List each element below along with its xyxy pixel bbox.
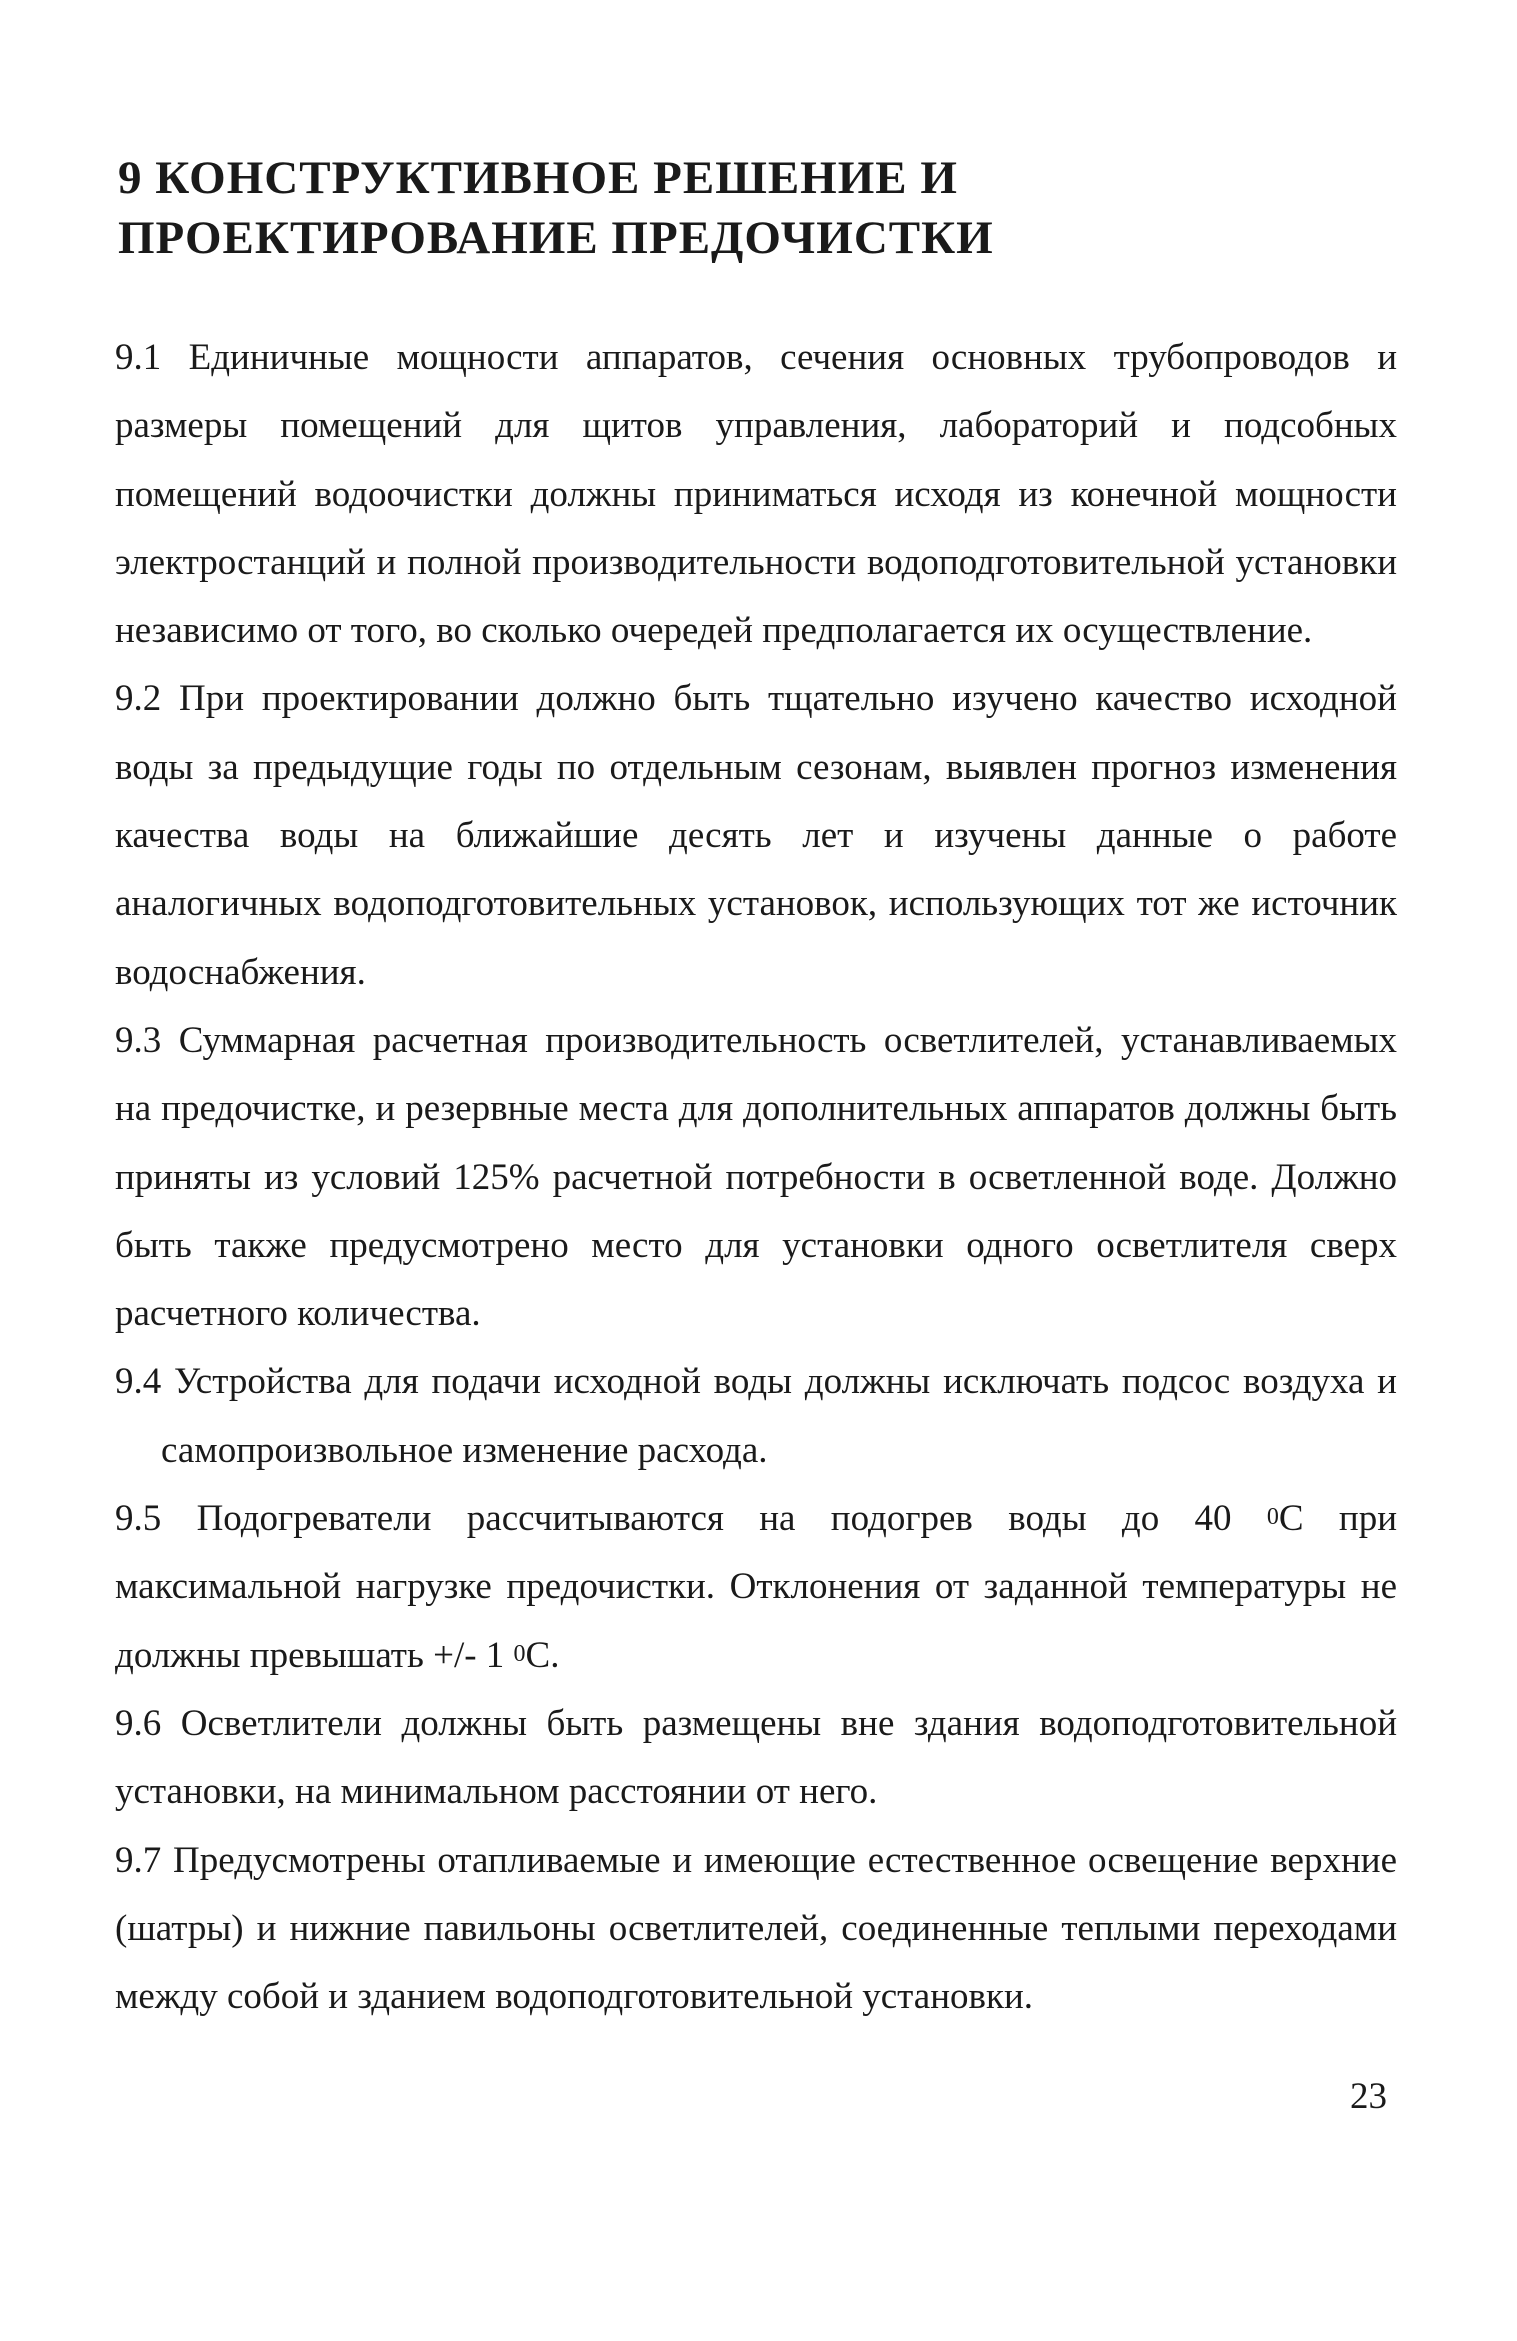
section-heading: 9 КОНСТРУКТИВНОЕ РЕШЕНИЕ И ПРОЕКТИРОВАНИЕ ПРЕДОЧИСТКИ <box>118 152 994 264</box>
paragraph-9-5-part-1: 9.5 Подогреватели рассчитываются на подогрев воды до 40 <box>115 1498 1267 1540</box>
paragraph-9-3: 9.3 Суммарная расчетная производительность осветлителей, устанавливаемых на предочистке, и резервные места для дополнительных аппаратов должны быть приняты из условий 125% расчетной потребности в осветленной воде. Должно быть также предусмотрено место для установки одного осветлителя сверх расчетного количества. <box>115 1019 1397 1335</box>
page-number: 23 <box>1350 2076 1387 2117</box>
paragraph-9-5-part-2: С при максимальной нагрузке предочистки. Отклонения от заданной температуры не должны превышать +/- 1 <box>115 1498 1398 1676</box>
paragraph-9-7: 9.7 Предусмотрены отапливаемые и имеющие естественное освещение верхние (шатры) и нижние павильоны осветлителей, соединенные теплыми переходами между собой и зданием водоподготовительной установки. <box>115 1839 1397 2018</box>
paragraph-9-4: 9.4 Устройства для подачи исходной воды должны исключать подсос воздуха и самопроизвольное изменение расхода. <box>115 1361 1397 1471</box>
paragraph-9-6: 9.6 Осветлители должны быть размещены вне здания водоподготовительной установки, на минимальном расстоянии от него. <box>115 1702 1397 1813</box>
paragraph-9-5 <box>115 1485 1397 1690</box>
paragraph-9-2: 9.2 При проектировании должно быть тщательно изучено качество исходной воды за предыдущие годы по отдельным сезонам, выявлен прогноз изменения качества воды на ближайшие десять лет и изучены данные о работе аналогичных водоподготовительных установок, использующих тот же источник водоснабжения. <box>115 678 1397 993</box>
degree-superscript: 0 <box>513 1640 526 1667</box>
section-body <box>115 324 1397 2031</box>
paragraph-9-1: 9.1 Единичные мощности аппаратов, сечения основных трубопроводов и размеры помещений для щитов управления, лабораторий и подсобных помещений водоочистки должны приниматься исходя из конечной мощности электростанций и полной производительности водоподготовительной установки независимо от того, во сколько очередей предполагается их осуществление. <box>115 337 1397 652</box>
degree-superscript: 0 <box>1266 1504 1279 1531</box>
paragraph-9-5-part-3: С. <box>525 1634 560 1676</box>
